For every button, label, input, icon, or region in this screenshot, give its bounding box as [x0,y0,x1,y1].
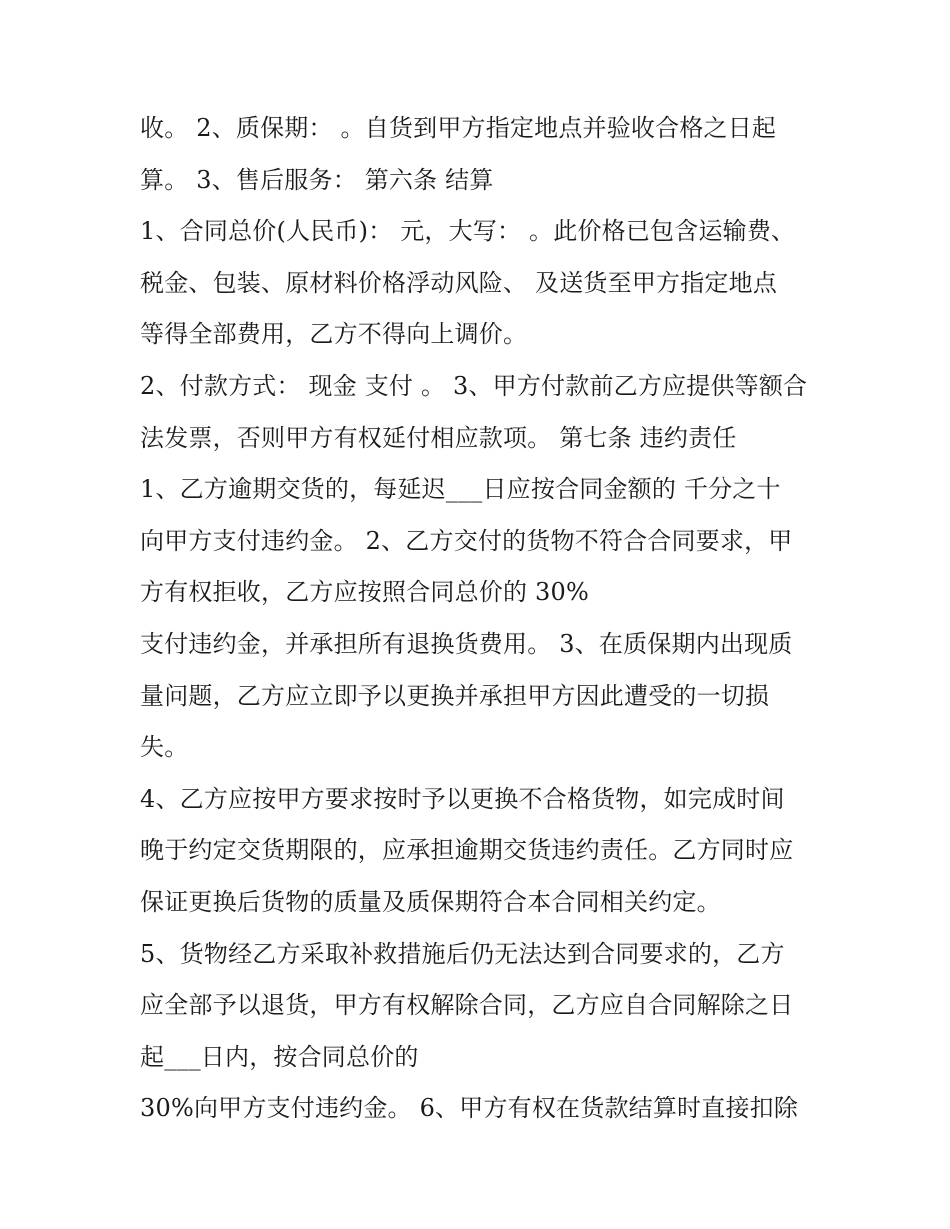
text-line: 1、乙方逾期交货的，每延迟___日应按合同金额的 千分之十 [140,475,781,504]
text-line: 2、付款方式： 现金 支付 。 3、甲方付款前乙方应提供等额合 [140,371,808,400]
text-line: 算。 3、售后服务： 第六条 结算 [140,165,494,194]
text-line: 晚于约定交货期限的，应承担逾期交货违约责任。乙方同时应 [140,836,794,865]
text-line: 4、乙方应按甲方要求按时予以更换不合格货物，如完成时间 [140,784,785,813]
text-line: 失。 [140,733,189,762]
text-line: 等得全部费用，乙方不得向上调价。 [140,320,528,349]
text-line: 保证更换后货物的质量及质保期符合本合同相关约定。 [140,887,721,916]
text-line: 方有权拒收，乙方应按照合同总价的 30% [140,578,589,607]
text-line: 应全部予以退货，甲方有权解除合同，乙方应自合同解除之日 [140,991,794,1020]
text-line: 法发票，否则甲方有权延付相应款项。 第七条 违约责任 [140,423,737,452]
text-line: 向甲方支付违约金。 2、乙方交付的货物不符合合同要求，甲 [140,526,793,555]
text-line: 起___日内，按合同总价的 [140,1042,419,1071]
text-line: 税金、包装、原材料价格浮动风险、 及送货至甲方指定地点 [140,268,778,297]
text-line: 1、合同总价(人民币)： 元，大写： 。此价格已包含运输费、 [140,217,796,246]
text-line: 支付违约金，并承担所有退换货费用。 3、在质保期内出现质 [140,629,793,658]
contract-text [140,103,820,1135]
text-line: 收。 2、质保期： 。自货到甲方指定地点并验收合格之日起 [140,114,777,142]
text-line: 5、货物经乙方采取补救措施后仍无法达到合同要求的，乙方 [140,939,785,968]
text-line: 量问题，乙方应立即予以更换并承担甲方因此遭受的一切损 [140,681,770,710]
text-line: 30%向甲方支付违约金。 6、甲方有权在货款结算时直接扣除 [140,1094,799,1123]
